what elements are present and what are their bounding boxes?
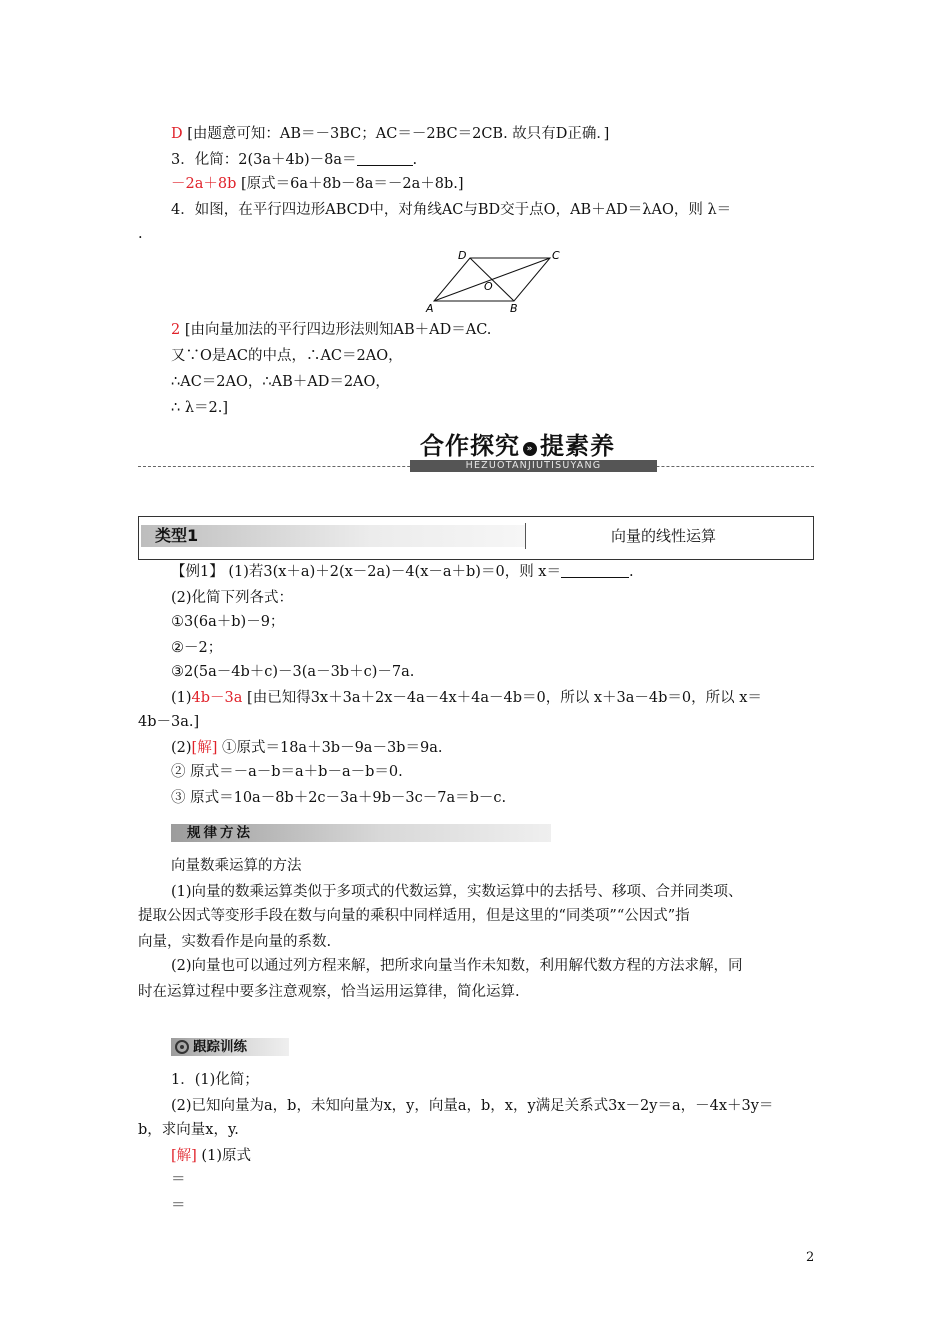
- training-line: b，求向量x，y.: [138, 1122, 239, 1138]
- banner-subtitle: HEZUOTANJIUTISUYANG: [410, 460, 657, 472]
- training-line: 1．(1)化简；: [171, 1072, 259, 1088]
- label-a: A: [426, 302, 434, 314]
- solution-tag: [解]: [191, 740, 218, 756]
- type-tag-label: 类型1: [155, 526, 199, 545]
- question-3: [171, 150, 417, 170]
- solution-tag: [解]: [171, 1148, 197, 1164]
- label-o: O: [484, 280, 493, 293]
- solution-text: [由已知得3x＋3a＋2x－4a－4x＋4a－4b＝0，所以 x＋3a－4b＝0，所以 x＝: [242, 690, 762, 706]
- example-line: (2)化简下列各式：: [171, 590, 294, 606]
- solution-line: 4b－3a.]: [138, 714, 200, 730]
- method-paragraph: (1)向量的数乘运算类似于多项式的代数运算，实数运算中的去括号、移项、合并同类项、: [171, 884, 743, 900]
- method-header: [171, 824, 551, 842]
- answer-line-1: [171, 124, 609, 144]
- answer-line-4: [171, 320, 491, 340]
- training-solution: [171, 1146, 251, 1166]
- example-tail: .: [628, 564, 634, 580]
- training-line: (2)已知向量为a，b，未知向量为x，y，向量a，b，x，y满足关系式3x－2y＝a，－4x＋3y＝: [171, 1098, 774, 1114]
- parallelogram-figure: [424, 246, 564, 318]
- section-banner: [138, 422, 814, 482]
- example-text: 【例1】 (1)若3(x＋a)＋2(x－2a)－4(x－a＋b)＝0，则 x＝: [171, 564, 561, 580]
- explanation-text: [由向量加法的平行四边形法则知AB＋AD＝AC.: [180, 322, 492, 338]
- explanation-text: [原式＝6a＋8b－8a＝－2a＋8b.]: [236, 176, 464, 192]
- banner-title-right: 提素养: [540, 432, 615, 460]
- method-paragraph: (2)向量也可以通过列方程来解，把所求向量当作未知数，利用解代数方程的方法求解，同: [171, 958, 743, 974]
- explanation-line: ∴AC＝2AO，∴AB＋AD＝2AO，: [171, 374, 390, 390]
- label-b: B: [510, 302, 518, 314]
- training-header-label: 跟踪训练: [193, 1039, 247, 1055]
- method-paragraph: 向量，实数看作是向量的系数.: [138, 934, 332, 950]
- solution-answer: 4b－3a: [191, 690, 243, 706]
- method-paragraph: 提取公因式等变形手段在数与向量的乘积中同样适用，但是这里的“同类项”“公因式”指: [138, 908, 690, 924]
- answer-blank: [561, 563, 629, 578]
- solution-text: (1)原式: [196, 1148, 251, 1164]
- explanation-text: [由题意可知：AB＝－3BC；AC＝－2BC＝2CB. 故只有D正确．]: [182, 126, 610, 142]
- method-title: 向量数乘运算的方法: [171, 858, 302, 874]
- explanation-line: ∴ λ＝2.]: [171, 400, 229, 416]
- target-icon: [175, 1040, 189, 1054]
- solution-line: ② 原式＝－a－b＝a＋b－a－b＝0.: [171, 764, 403, 780]
- example-line: ①3(6a＋b)－9；: [171, 614, 285, 630]
- training-header: [171, 1038, 289, 1056]
- type-tag-bar: [141, 525, 525, 547]
- answer-value: 2: [171, 322, 181, 338]
- type-box-divider: [525, 523, 526, 549]
- method-paragraph: 时在运算过程中要多注意观察，恰当运用运算律，简化运算.: [138, 984, 520, 1000]
- type-topic: 向量的线性运算: [611, 527, 717, 545]
- banner-title-left: 合作探究: [420, 432, 520, 460]
- training-equals: ＝: [171, 1172, 186, 1188]
- banner-arrow-icon: »: [523, 442, 537, 456]
- question-3-tail: .: [412, 152, 418, 168]
- type-box: [138, 516, 814, 560]
- method-header-label: 规律方法: [187, 825, 253, 841]
- solution-prefix: (2): [171, 740, 192, 756]
- solution-line-1: [171, 688, 762, 708]
- banner-title: [420, 426, 615, 461]
- question-3-text: 3．化简：2(3a＋4b)－8a＝: [171, 152, 357, 168]
- example-line: ③2(5a－4b＋c)－3(a－3b＋c)－7a.: [171, 664, 415, 680]
- answer-blank: [357, 151, 413, 166]
- training-equals: ＝: [171, 1198, 186, 1214]
- label-d: D: [458, 249, 467, 262]
- answer-line-3: [171, 174, 464, 194]
- solution-prefix: (1): [171, 690, 192, 706]
- example-line: ②－2；: [171, 640, 223, 656]
- parallelogram-diagram: [424, 246, 564, 314]
- example-line-1: [171, 562, 634, 582]
- answer-expression: －2a＋8b: [171, 176, 237, 192]
- explanation-line: 又∵O是AC的中点，∴AC＝2AO，: [171, 348, 403, 364]
- solution-line-2: [171, 738, 442, 758]
- label-c: C: [552, 249, 560, 262]
- question-4-cont: .: [138, 226, 143, 242]
- answer-letter: D: [171, 126, 183, 142]
- page-number: 2: [806, 1250, 815, 1265]
- solution-line: ③ 原式＝10a－8b＋2c－3a＋9b－3c－7a＝b－c.: [171, 790, 507, 806]
- question-4: 4．如图，在平行四边形ABCD中，对角线AC与BD交于点O，AB＋AD＝λAO，则 λ＝: [171, 202, 732, 218]
- solution-text: ①原式＝18a＋3b－9a－3b＝9a.: [217, 740, 443, 756]
